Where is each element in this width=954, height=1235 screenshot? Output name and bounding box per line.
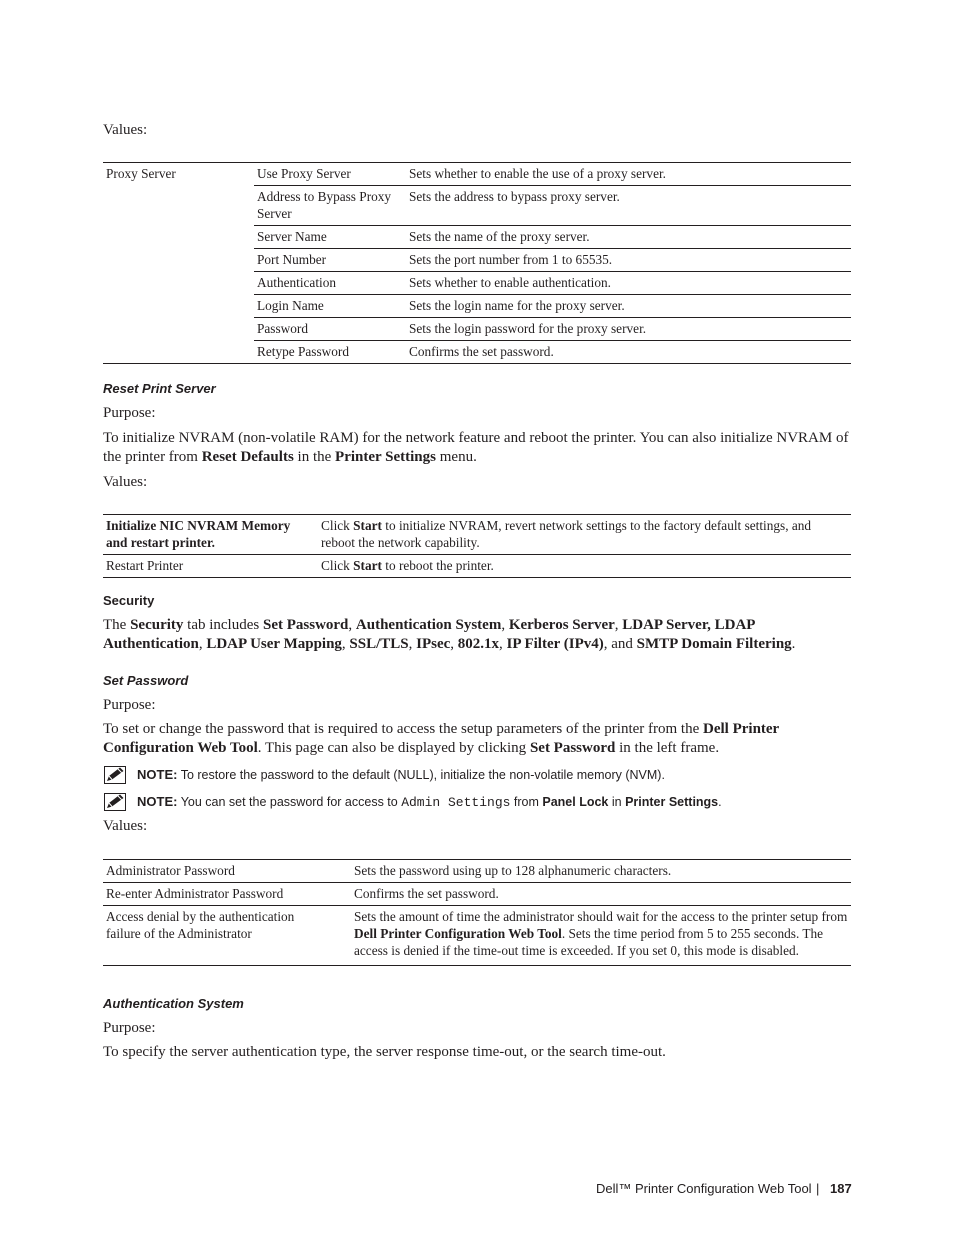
table-cell-desc: Sets whether to enable authentication.: [406, 272, 851, 295]
footer-title: Dell™ Printer Configuration Web Tool: [596, 1181, 812, 1196]
table-cell-item: Administrator Password: [103, 860, 351, 883]
purpose-label: Purpose:: [103, 697, 156, 713]
proxy-group-cell: [103, 163, 254, 364]
values-label: Values:: [103, 818, 148, 834]
table-cell-item: Re-enter Administrator Password: [103, 883, 351, 906]
table-cell-desc: Sets the port number from 1 to 65535.: [406, 249, 851, 272]
table-cell-item: Restart Printer: [103, 555, 318, 578]
table-cell-desc: Sets the amount of time the administrator should wait for the access to the printer setup from Dell Printer Configuration Web Tool. Sets the time period from 5 to 255 seconds. The access is denied if the time-out time is exceeded. If you set 0, this mode is disabled.: [351, 906, 851, 966]
table-cell-item: Login Name: [254, 295, 406, 318]
reset-purpose-paragraph: To initialize NVRAM (non-volatile RAM) for the network feature and reboot the printer. You can also initialize NVRAM of the printer from Reset Defaults in the Printer Settings menu.: [103, 430, 849, 465]
table-cell-item: Retype Password: [254, 341, 406, 364]
table-cell-desc: Sets the login password for the proxy server.: [406, 318, 851, 341]
purpose-label: Purpose:: [103, 1020, 156, 1036]
table-cell-item: Port Number: [254, 249, 406, 272]
table-cell-item: Authentication: [254, 272, 406, 295]
pencil-note-icon: [104, 793, 126, 811]
reset-print-server-heading: Reset Print Server: [103, 381, 216, 396]
authentication-purpose-paragraph: To specify the server authentication type, the server response time-out, or the search time-out.: [103, 1044, 666, 1060]
reset-values-table: [103, 514, 851, 578]
table-cell-desc: Click Start to initialize NVRAM, revert network settings to the factory default settings, and reboot the network capability.: [318, 515, 851, 555]
security-paragraph: The Security tab includes Set Password, Authentication System, Kerberos Server, LDAP Server, LDAP Authentication, LDAP User Mapping, SSL/TLS, IPsec, 802.1x, IP Filter (IPv4), and SMTP Domain Filtering.: [103, 617, 796, 652]
table-cell-desc: Sets the address to bypass proxy server.: [406, 186, 851, 226]
table-cell-desc: Sets the login name for the proxy server.: [406, 295, 851, 318]
set-password-paragraph: To set or change the password that is required to access the setup parameters of the printer from the Dell Printer Configuration Web Tool. This page can also be displayed by clicking Set Password in the left frame.: [103, 721, 779, 756]
purpose-label: Purpose:: [103, 405, 156, 421]
table-cell-item: Access denial by the authentication failure of the Administrator: [103, 906, 351, 966]
footer-separator: |: [816, 1181, 820, 1196]
note-2: NOTE: You can set the password for access to Admin Settings from Panel Lock in Printer Settings.: [137, 794, 722, 810]
note-1: NOTE: To restore the password to the default (NULL), initialize the non-volatile memory (NVM).: [137, 767, 665, 782]
table-cell-desc: Sets the password using up to 128 alphanumeric characters.: [351, 860, 851, 883]
table-cell-desc: Confirms the set password.: [351, 883, 851, 906]
set-password-heading: Set Password: [103, 673, 189, 688]
values-label: Values:: [103, 122, 148, 138]
table-cell-item: Address to Bypass Proxy Server: [254, 186, 406, 226]
table-cell-desc: Sets the name of the proxy server.: [406, 226, 851, 249]
pencil-note-icon: [104, 766, 126, 784]
table-cell-item: Server Name: [254, 226, 406, 249]
proxy-group-label: Proxy Server: [106, 166, 176, 181]
table-cell-item: Initialize NIC NVRAM Memory and restart printer.: [103, 515, 318, 555]
table-cell-desc: Sets whether to enable the use of a proxy server.: [406, 163, 851, 186]
proxy-values-table: [103, 162, 851, 364]
table-cell-desc: Confirms the set password.: [406, 341, 851, 364]
page-number: 187: [830, 1181, 852, 1196]
table-cell-item: Use Proxy Server: [254, 163, 406, 186]
values-label: Values:: [103, 474, 148, 490]
set-password-values-table: [103, 859, 851, 966]
security-heading: Security: [103, 593, 155, 608]
table-cell-desc: Click Start to reboot the printer.: [318, 555, 851, 578]
table-cell-item: Password: [254, 318, 406, 341]
authentication-system-heading: Authentication System: [103, 996, 244, 1011]
